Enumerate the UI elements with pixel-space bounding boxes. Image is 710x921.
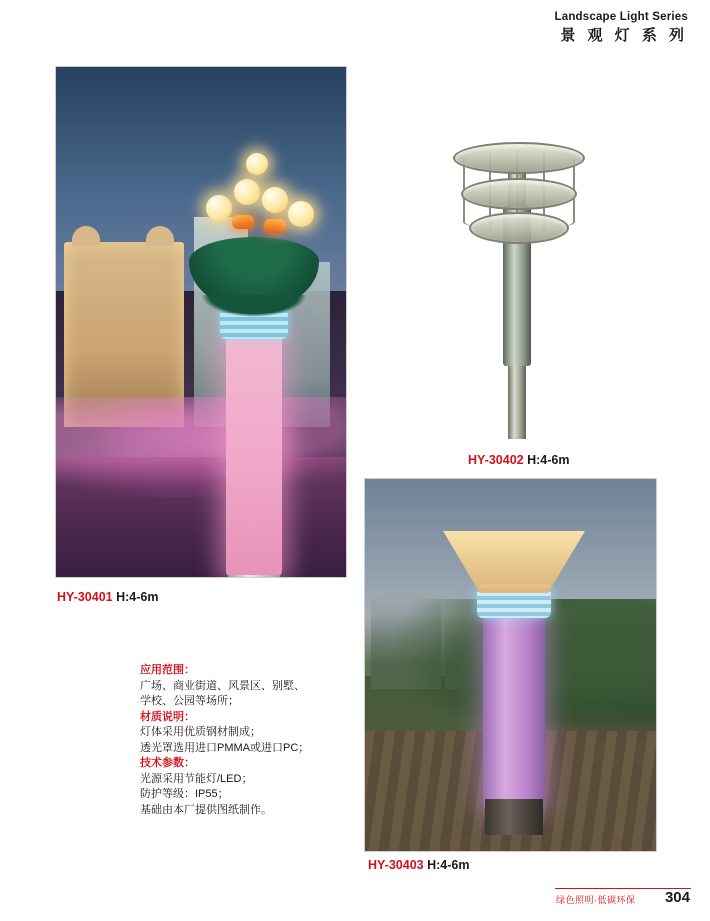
spec-section-1-title: 应用范围： bbox=[140, 664, 195, 676]
photo1-bulb-top bbox=[246, 153, 268, 175]
caption-hy30403 bbox=[368, 858, 469, 872]
page-number: 304 bbox=[664, 889, 690, 906]
spec-section-2-line-2: 透光罩选用进口PMMA或进口PC； bbox=[140, 741, 310, 754]
spec-section-2-title: 材质说明： bbox=[140, 710, 195, 723]
photo2-ring-mid bbox=[461, 178, 577, 210]
spec-section-3-line-3: 基础由本厂提供图纸制作。 bbox=[140, 803, 272, 816]
product-photo-hy30401 bbox=[55, 66, 347, 578]
spec-section-3-line-2: 防护等级：IP55； bbox=[140, 788, 229, 800]
specifications-block bbox=[140, 663, 340, 818]
photo1-bulb-3 bbox=[262, 187, 288, 213]
photo1-lamp-canopy bbox=[189, 237, 319, 309]
spec-section-3-title: 技术参数： bbox=[140, 757, 195, 769]
photo2-ring-bottom bbox=[469, 212, 569, 244]
caption-hy30401 bbox=[57, 590, 158, 604]
photo1-lamp-fixture-left bbox=[232, 215, 254, 229]
product-code-1: HY-30401 bbox=[57, 590, 113, 604]
spec-section-1-line-1: 广场、商业街道、风景区、别墅、 bbox=[140, 679, 305, 692]
footer-tagline: 绿色照明·低碳环保 bbox=[556, 895, 636, 905]
photo3-lamp-column bbox=[483, 614, 545, 809]
spec-section-3-line-1: 光源采用节能灯/LED； bbox=[140, 772, 253, 785]
spec-section-1-line-2: 学校、公园等场所； bbox=[140, 695, 239, 707]
spec-section-2-line-1: 灯体采用优质钢材制成； bbox=[140, 726, 261, 738]
product-photo-hy30403 bbox=[364, 478, 657, 852]
photo1-lamp-fixture-right bbox=[264, 219, 286, 233]
caption-hy30402 bbox=[468, 453, 569, 467]
photo1-bulb-2 bbox=[234, 179, 260, 205]
page-header bbox=[555, 10, 689, 46]
photo1-water bbox=[56, 457, 346, 577]
product-code-3: HY-30403 bbox=[368, 858, 424, 872]
photo1-lamp-column bbox=[226, 332, 282, 577]
photo3-lamp-base bbox=[485, 799, 543, 835]
product-spec-2: H:4-6m bbox=[527, 453, 570, 467]
header-title-en: Landscape Light Series bbox=[554, 11, 688, 23]
product-spec-3: H:4-6m bbox=[427, 858, 470, 872]
product-code-2: HY-30402 bbox=[468, 453, 524, 467]
photo1-bulb-4 bbox=[288, 201, 314, 227]
photo1-lamp-base bbox=[228, 575, 280, 578]
photo2-ring-top bbox=[453, 142, 585, 174]
product-spec-1: H:4-6m bbox=[116, 590, 159, 604]
header-title-cn: 景 观 灯 系 列 bbox=[560, 27, 688, 44]
product-photo-hy30402 bbox=[377, 66, 655, 441]
photo1-bulb-1 bbox=[206, 195, 232, 221]
